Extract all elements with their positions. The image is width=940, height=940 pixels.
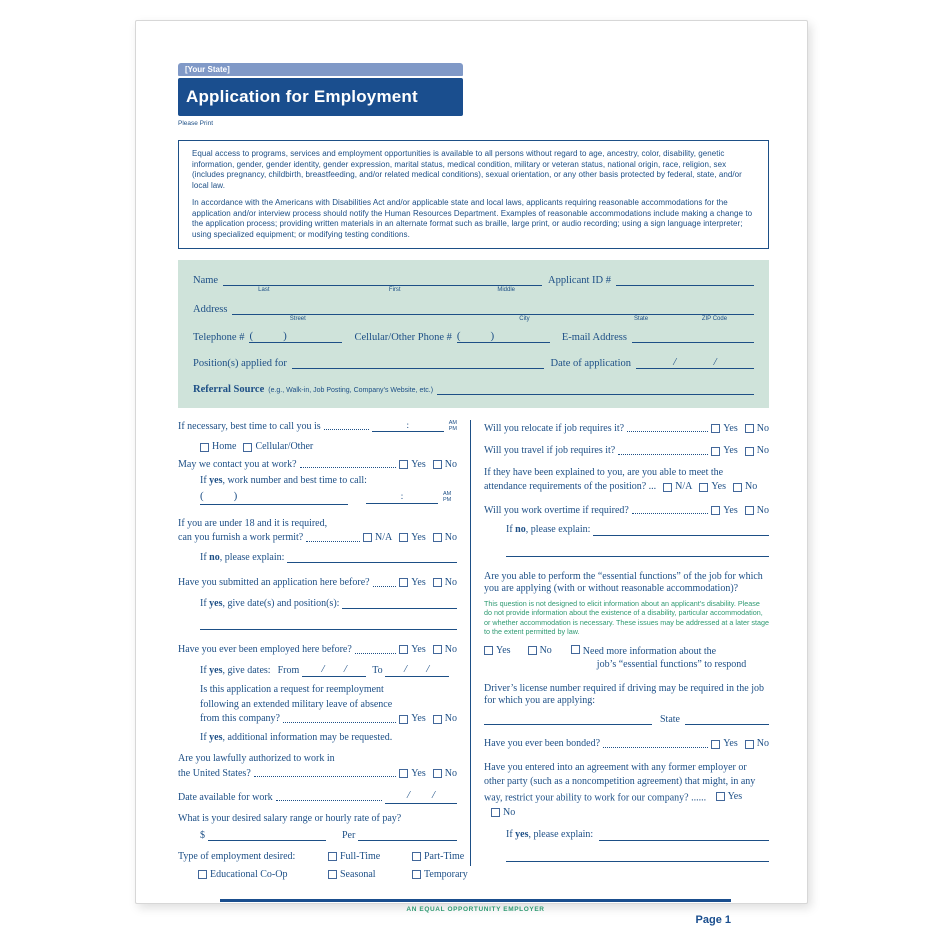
lawful-no-checkbox[interactable] [433, 769, 442, 778]
bonded-label: Have you ever been bonded? [484, 738, 601, 750]
paren-open: ( [456, 329, 461, 342]
phone-row [193, 330, 754, 343]
attendance-na-checkbox[interactable] [663, 483, 672, 492]
address-sub-state: State [634, 315, 649, 322]
ada-notice-paragraph-2: In accordance with the Americans with Disabilities Act and/or applicable state and local laws, applicants requiring reasonable accommodations for the application and/or interview process should notify the Human Resources Department. Examples of reasonable accommodations include making a change to the application process; providing written materials in an alternate format such as braille, large print, or audio recording; using a sign language interpreter; using specialized equipment; or modifying testing conditions. [192, 197, 753, 240]
submitted-yes-checkbox[interactable] [399, 578, 408, 587]
employed-yes-checkbox[interactable] [399, 645, 408, 654]
noncompete-explain-row: If yes, please explain: [506, 829, 769, 842]
work-phone-row [200, 490, 457, 505]
address-sub-street: Street [289, 315, 306, 322]
reemployment-line2: following an extended military leave of absence [200, 698, 393, 710]
bonded-no-checkbox[interactable] [745, 740, 754, 749]
reemployment-no-checkbox[interactable] [433, 715, 442, 724]
dollar-sign: $ [200, 829, 205, 841]
telephone-label: Telephone # [193, 331, 245, 343]
work-phone-field[interactable]: ( ) [200, 490, 348, 505]
eeo-notice-paragraph-1: Equal access to programs, services and employment opportunities is available to all persons without regard to age, ancestry, color, disability, genetic information, gender, gender identity, gender expression, marital status, medical condition, military or veteran status, national origin, race, religion, sex (includes pregnancy, childbirth, breastfeeding, and/or related medical conditions), sexual orientation, or any other basis protected by federal, state, and/or local law. [192, 149, 742, 191]
bonded-yes-checkbox[interactable] [711, 740, 720, 749]
under-18-line1: If you are under 18 and it is required, [178, 517, 328, 529]
submitted-before-label: Have you submitted an application here before? [178, 577, 370, 589]
part-time-checkbox[interactable] [412, 852, 421, 861]
license-state-field[interactable] [685, 714, 769, 725]
colon: : [406, 420, 409, 431]
reemployment-yes-checkbox[interactable] [399, 715, 408, 724]
seasonal-checkbox[interactable] [328, 870, 337, 879]
applicant-id-field[interactable] [616, 274, 754, 286]
title-bar [178, 78, 463, 116]
cellular-other-label: Cellular/Other [255, 441, 314, 453]
date-available-field[interactable]: / / [385, 789, 457, 804]
applicant-id-label: Applicant ID # [548, 274, 611, 286]
date-application-field[interactable] [636, 356, 754, 369]
if-yes-work-number-label: If yes, work number and best time to call: [200, 475, 367, 487]
overtime-explain-field-2[interactable] [506, 546, 769, 557]
dot-leader [276, 800, 382, 801]
address-sub-zip: ZIP Code [701, 315, 728, 322]
address-label: Address [193, 303, 228, 315]
permit-yes-checkbox[interactable] [399, 533, 408, 542]
employed-before-row: Have you ever been employed here before? Yes No [178, 644, 457, 656]
attendance-line1: If they have been explained to you, are you able to meet the [484, 466, 724, 478]
essential-need-info-checkbox[interactable] [571, 645, 580, 654]
permit-no-checkbox[interactable] [433, 533, 442, 542]
per-label: Per [342, 829, 356, 841]
state-tag-bar [178, 63, 463, 76]
employment-type-label: Type of employment desired: [178, 851, 296, 863]
to-date-field[interactable]: / / [385, 663, 449, 678]
contact-work-yes-checkbox[interactable] [399, 460, 408, 469]
cellular-other-checkbox[interactable] [243, 443, 252, 452]
paren-open: ( [249, 329, 254, 342]
salary-field[interactable] [208, 830, 326, 841]
dot-leader [627, 431, 708, 432]
bonded-row: Have you ever been bonded? Yes No [484, 738, 769, 750]
from-label: From [277, 664, 300, 676]
relocate-no-checkbox[interactable] [745, 424, 754, 433]
contact-at-work-row: May we contact you at work? Yes No [178, 458, 457, 470]
permit-na-checkbox[interactable] [363, 533, 372, 542]
license-number-field[interactable] [484, 714, 652, 725]
name-sub-first: First [388, 286, 401, 293]
relocate-row: Will you relocate if job requires it? Yes No [484, 422, 769, 434]
overtime-explain-field[interactable] [593, 525, 769, 536]
salary-question: What is your desired salary range or hourly rate of pay? [178, 813, 402, 825]
submitted-dates-field[interactable] [342, 598, 457, 609]
dot-leader [254, 776, 396, 777]
submitted-before-row: Have you submitted an application here before? Yes No [178, 577, 457, 589]
noncompete-explain-field[interactable] [599, 830, 769, 841]
state-tag: [Your State] [185, 65, 230, 74]
footer-rule [220, 899, 731, 902]
lawful-yes-checkbox[interactable] [399, 769, 408, 778]
lawful-line2: the United States? [178, 767, 251, 779]
paren-close: ) [490, 329, 495, 342]
travel-yes-checkbox[interactable] [711, 447, 720, 456]
submitted-dates-extra-row [200, 619, 457, 631]
best-time-row [178, 420, 457, 434]
page-title: Application for Employment [186, 87, 418, 106]
referral-source-label: Referral Source [193, 383, 265, 395]
attendance-row: attendance requirements of the position? ... N/A Yes No [484, 481, 758, 493]
dot-leader [324, 429, 369, 430]
dot-leader [618, 454, 708, 455]
reemployment-row: from this company? Yes No [200, 713, 457, 725]
permit-no-explain-row: If no, please explain: [200, 552, 457, 565]
am-pm-label: AM PM [443, 491, 452, 504]
application-form-page [135, 20, 808, 926]
reemployment-line1: Is this application a request for reemployment [200, 684, 384, 696]
submitted-dates-row: If yes, give date(s) and position(s): [200, 598, 457, 611]
right-column [471, 420, 769, 866]
attendance-no-checkbox[interactable] [733, 483, 742, 492]
need-more-info-label: Need more information about the job’s “essential functions” to respond [582, 645, 747, 670]
overtime-no-checkbox[interactable] [745, 506, 754, 515]
work-permit-label: can you furnish a work permit? [178, 532, 304, 544]
eeo-notice-box [178, 140, 769, 249]
attendance-line2: attendance requirements of the position? ... [484, 481, 657, 493]
noncompete-question: Have you entered into an agreement with any former employer or other party (such as a noncompetition agreement) that might, in any way, restrict your ability to work for our company? ...... Yes No [484, 761, 756, 818]
license-state-label: State [660, 713, 680, 725]
travel-row: Will you travel if job requires it? Yes No [484, 445, 769, 457]
dot-leader [283, 722, 396, 723]
noncompete-no-checkbox[interactable] [491, 808, 500, 817]
please-print-label: Please Print [178, 120, 214, 127]
per-field[interactable] [358, 830, 457, 841]
questions-section [178, 419, 769, 880]
travel-label: Will you travel if job requires it? [484, 445, 616, 457]
dot-leader [373, 586, 397, 587]
address-field[interactable] [232, 303, 754, 322]
slash: / [673, 355, 677, 368]
name-label: Name [193, 274, 219, 286]
noncompete-explain-extra-row [506, 851, 769, 863]
name-field[interactable] [223, 274, 542, 293]
license-row [484, 714, 769, 727]
contact-at-work-label: May we contact you at work? [178, 458, 297, 470]
page-footer [220, 899, 731, 926]
email-field[interactable] [632, 331, 754, 343]
from-date-field[interactable]: / / [302, 663, 366, 678]
left-column [178, 419, 470, 880]
noncompete-yes-checkbox[interactable] [716, 792, 725, 801]
essential-functions-question: Are you able to perform the “essential functions” of the job for which you are applying (with or without reasonable accommodation)? [484, 570, 763, 595]
referral-note: (e.g., Walk-in, Job Posting, Company’s Website, etc.) [268, 386, 434, 394]
salary-row [200, 830, 457, 843]
dot-leader [632, 513, 708, 514]
attendance-yes-checkbox[interactable] [699, 483, 708, 492]
employment-type-grid: Type of employment desired: Full-Time Part-Time Educational Co-Op Seasonal Temporary [178, 851, 468, 880]
lawful-line1: Are you lawfully authorized to work in [178, 753, 335, 765]
employment-dates-row: If yes, give dates: From / / To / / [200, 663, 457, 678]
overtime-row: Will you work overtime if required? Yes No [484, 504, 769, 516]
am-pm-label: AM PM [448, 419, 457, 433]
essential-no-checkbox[interactable] [528, 646, 537, 655]
phone-type-row [200, 441, 457, 454]
submitted-dates-field-2[interactable] [200, 619, 457, 630]
dot-leader [355, 653, 396, 654]
address-row [193, 303, 754, 322]
overtime-no-explain-row: If no, please explain: [506, 524, 769, 537]
referral-row [193, 383, 754, 395]
overtime-yes-checkbox[interactable] [711, 506, 720, 515]
relocate-label: Will you relocate if job requires it? [484, 422, 625, 434]
overtime-explain-extra-row [506, 546, 769, 558]
best-time-label: If necessary, best time to call you is [178, 420, 321, 432]
to-label: To [372, 664, 383, 676]
identity-section [178, 260, 769, 408]
position-field[interactable] [292, 357, 544, 369]
temporary-checkbox[interactable] [412, 870, 421, 879]
best-time-field[interactable] [372, 420, 444, 432]
dot-leader [603, 747, 708, 748]
cellular-label: Cellular/Other Phone # [354, 331, 452, 343]
reemployment-line3: from this company? [200, 713, 280, 725]
employed-no-checkbox[interactable] [433, 645, 442, 654]
position-label: Position(s) applied for [193, 357, 287, 369]
noncompete-explain-field-2[interactable] [506, 851, 769, 862]
contact-work-no-checkbox[interactable] [433, 460, 442, 469]
license-question: Driver’s license number required if driving may be required in the job for which you are applying: [484, 682, 765, 707]
essential-functions-note: This question is not designed to elicit information about an applicant’s disability. Please do not provide information about the existence of a disability, particular accommodation, or whether accommodation is necessary. These issues may be addressed at a later stage to the extent permitted by law. [484, 598, 769, 637]
work-time-field[interactable]: : [366, 491, 438, 503]
telephone-field[interactable] [249, 330, 342, 343]
name-row [193, 274, 754, 293]
essential-answer-row: Yes No Need more information about the job’s “essential functions” to respond [484, 645, 769, 671]
additional-info-note: If yes, additional information may be requested. [200, 731, 393, 743]
date-available-label: Date available for work [178, 791, 273, 803]
full-time-checkbox[interactable] [328, 852, 337, 861]
submitted-no-checkbox[interactable] [433, 578, 442, 587]
dot-leader [306, 541, 360, 542]
overtime-label: Will you work overtime if required? [484, 504, 629, 516]
educational-coop-checkbox[interactable] [198, 870, 207, 879]
cellular-field[interactable] [457, 330, 550, 343]
name-sub-middle: Middle [497, 286, 516, 293]
date-application-label: Date of application [550, 357, 631, 369]
page-number: Page 1 [695, 914, 731, 926]
lawful-row: the United States? Yes No [178, 767, 457, 779]
home-label: Home [212, 441, 237, 453]
permit-explain-field[interactable] [287, 552, 457, 563]
referral-field[interactable] [437, 383, 754, 395]
position-row [193, 356, 754, 369]
address-sub-city: City [519, 315, 530, 322]
dot-leader [300, 467, 397, 468]
equal-opportunity-label: AN EQUAL OPPORTUNITY EMPLOYER [406, 906, 545, 913]
work-permit-row: can you furnish a work permit? N/A Yes No [178, 532, 457, 544]
travel-no-checkbox[interactable] [745, 447, 754, 456]
relocate-yes-checkbox[interactable] [711, 424, 720, 433]
paren-close: ) [283, 329, 287, 342]
email-label: E-mail Address [561, 331, 627, 343]
slash: / [713, 355, 717, 368]
name-sub-last: Last [258, 286, 270, 293]
home-checkbox[interactable] [200, 443, 209, 452]
essential-yes-checkbox[interactable] [484, 646, 493, 655]
date-available-row [178, 789, 457, 804]
employed-before-label: Have you ever been employed here before? [178, 644, 352, 656]
